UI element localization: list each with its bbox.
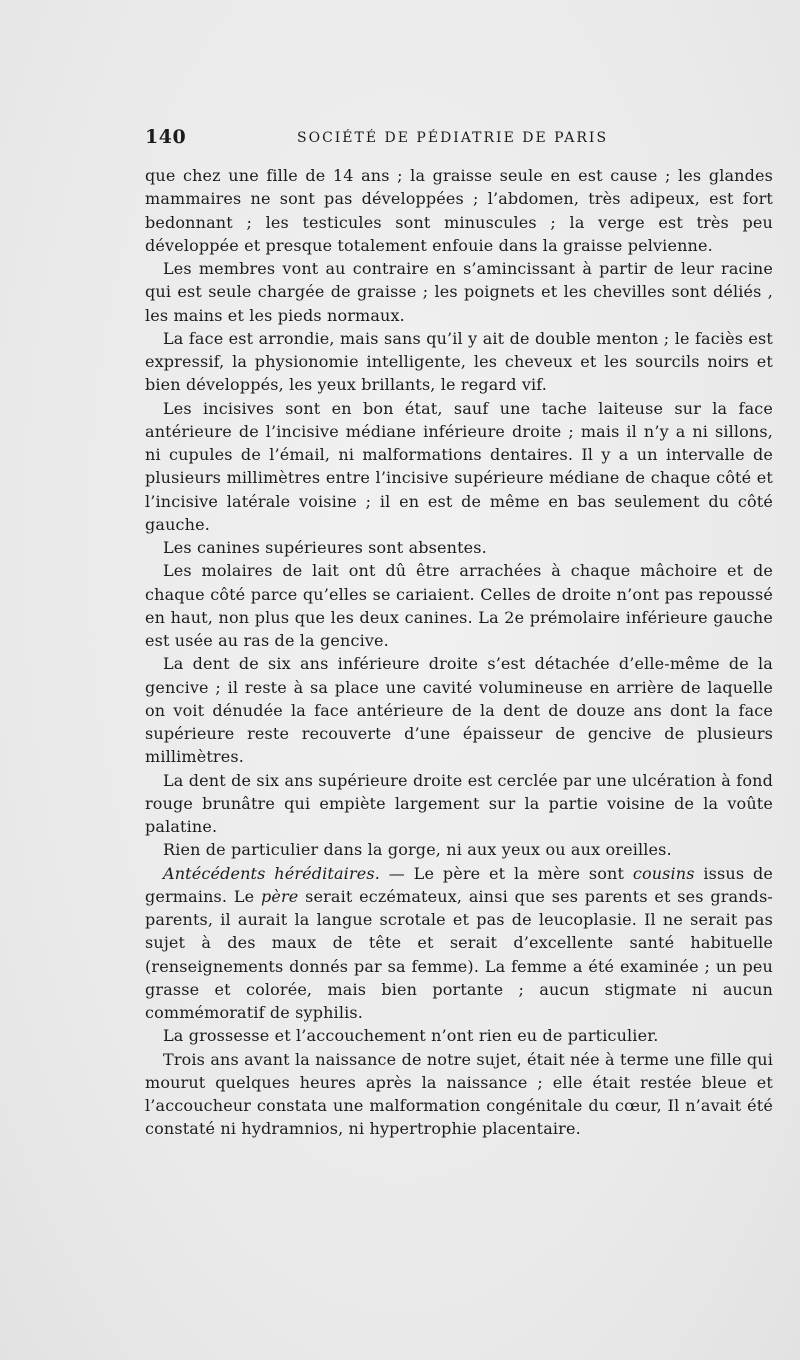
emphasis: père	[260, 886, 299, 906]
paragraph: La grossesse et l’accouchement n’ont rien eu de particulier.	[163, 1026, 659, 1046]
paragraph: Trois ans avant la naissance de notre sujet, était née à terme une fille qui mourut quelques heures après la naissance ; elle était restée bleue et l’accoucheur constata une malformation congénitale du cœur, Il n’avait été constaté ni hydramnios, ni hypertrophie placentaire.	[145, 1049, 773, 1139]
paragraph: La dent de six ans inférieure droite s’est détachée d’elle-même de la gencive ; il reste à sa place une cavité volumineuse en arrière de laquelle on voit dénudée la face antérieure de la dent de douze ans dont la face supérieure reste recouverte d’une épaisseur de gencive de plusieurs millimètres.	[145, 654, 773, 767]
paragraph: que chez une fille de 14 ans ; la graisse seule en est cause ; les glandes mammaires ne sont pas développées ; l’abdomen, très adipeux, est fort bedonnant ; les testicules sont minuscules ; la verge est très peu développée et presque totalement enfouie dans la graisse pelvienne.	[145, 166, 773, 255]
paragraph: Les membres vont au contraire en s’amincissant à partir de leur racine qui est seule chargée de graisse ; les poignets et les chevilles sont déliés , les mains et les pieds normaux.	[145, 259, 773, 325]
page-number: 140	[145, 126, 187, 148]
paragraph: Les molaires de lait ont dû être arrachées à chaque mâchoire et de chaque côté parce qu’elles se cariaient. Celles de droite n’ont pas repoussé en haut, non plus que les deux canines. La 2e prémolaire inférieure gauche est usée au ras de la gencive.	[145, 561, 773, 650]
paragraph-antecedents	[145, 862, 773, 1025]
paragraph: La face est arrondie, mais sans qu’il y ait de double menton ; le faciès est expressif, la physionomie intelligente, les cheveux et les sourcils noirs et bien développés, les yeux brillants, le regard vif.	[145, 328, 773, 395]
paragraph: Les incisives sont en bon état, sauf une tache laiteuse sur la face antérieure de l’incisive médiane inférieure droite ; mais il n’y a ni sillons, ni cupules de l’émail, ni malformations dentaires. Il y a un intervalle de plusieurs millimètres entre l’incisive supérieure médiane de chaque côté et l’incisive latérale voisine ; il en est de même en bas seulement du côté gauche.	[145, 398, 773, 534]
text-run: serait eczémateux, ainsi que ses parents et ses grands-parents, il aurait la langue scrotale et pas de leucoplasie. Il ne serait pas sujet à des maux de tête et serait d’excellente santé habituelle (renseignements donnés par sa femme). La femme a été examinée ; un peu grasse et colorée, mais bien portante ; aucun stigmate ni aucun commémoratif de syphilis.	[145, 886, 773, 1022]
text-run: issus de germains. Le	[145, 863, 773, 906]
paragraph: La dent de six ans supérieure droite est cerclée par une ulcération à fond rouge brunâtre qui empiète largement sur la partie voisine de la voûte palatine.	[145, 770, 773, 836]
section-lead: Antécédents héréditaires.	[163, 863, 380, 883]
paragraph: Les canines supérieures sont absentes.	[163, 538, 487, 557]
paragraph: Rien de particulier dans la gorge, ni aux yeux ou aux oreilles.	[163, 840, 672, 860]
body-text	[145, 164, 773, 1141]
running-head: SOCIÉTÉ DE PÉDIATRIE DE PARIS	[297, 130, 609, 146]
page-header	[145, 126, 773, 154]
text-run: — Le père et la mère sont	[379, 863, 633, 883]
emphasis: cousins	[632, 863, 695, 883]
